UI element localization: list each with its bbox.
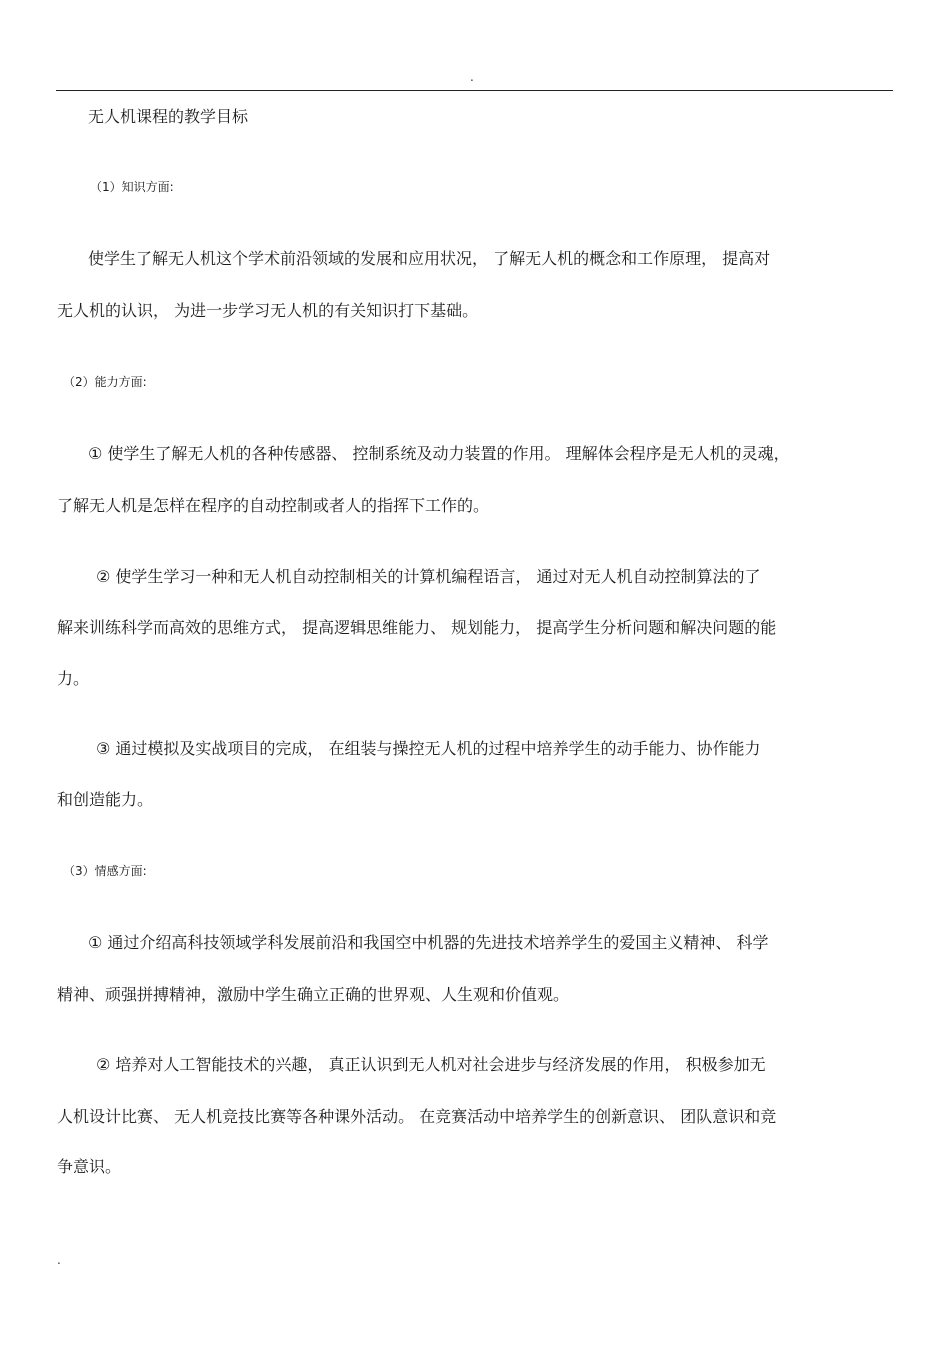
paragraph-line: 无人机的认识， 为进一步学习无人机的有关知识打下基础。	[57, 301, 479, 320]
paragraph-line: 解来训练科学而高效的思维方式， 提高逻辑思维能力、 规划能力， 提高学生分析问题和解决问题的能	[57, 618, 777, 637]
paragraph-line: ② 培养对人工智能技术的兴趣， 真正认识到无人机对社会进步与经济发展的作用， 积极参加无	[96, 1055, 766, 1074]
paragraph-line: 精神、顽强拼搏精神，激励中学生确立正确的世界观、人生观和价值观。	[57, 985, 570, 1004]
section-heading-ability: （2）能力方面:	[63, 375, 147, 389]
document-title: 无人机课程的教学目标	[88, 107, 249, 126]
paragraph-line: 力。	[57, 669, 90, 688]
paragraph-line: ① 通过介绍高科技领域学科发展前沿和我国空中机器的先进技术培养学生的爱国主义精神、 科学	[88, 933, 769, 952]
paragraph-line: 使学生了解无人机这个学术前沿领域的发展和应用状况， 了解无人机的概念和工作原理， 提高对	[88, 249, 771, 268]
section-heading-knowledge: （1）知识方面:	[90, 180, 174, 194]
header-mark: .	[470, 70, 474, 84]
paragraph-line: 人机设计比赛、 无人机竞技比赛等各种课外活动。 在竞赛活动中培养学生的创新意识、 团队意识和竞	[57, 1107, 777, 1126]
paragraph-line: ② 使学生学习一种和无人机自动控制相关的计算机编程语言， 通过对无人机自动控制算法的了	[96, 567, 761, 586]
paragraph-line: ① 使学生了解无人机的各种传感器、 控制系统及动力装置的作用。 理解体会程序是无人机的灵魂，	[88, 444, 790, 463]
paragraph-line: 争意识。	[57, 1157, 122, 1176]
paragraph-line: 和创造能力。	[57, 790, 154, 809]
section-heading-emotion: （3）情感方面:	[63, 864, 147, 878]
paragraph-line: 了解无人机是怎样在程序的自动控制或者人的指挥下工作的。	[57, 496, 490, 515]
header-divider	[56, 90, 893, 91]
paragraph-line: ③ 通过模拟及实战项目的完成， 在组装与操控无人机的过程中培养学生的动手能力、协作能力	[96, 739, 761, 758]
footer-mark: .	[57, 1253, 61, 1267]
